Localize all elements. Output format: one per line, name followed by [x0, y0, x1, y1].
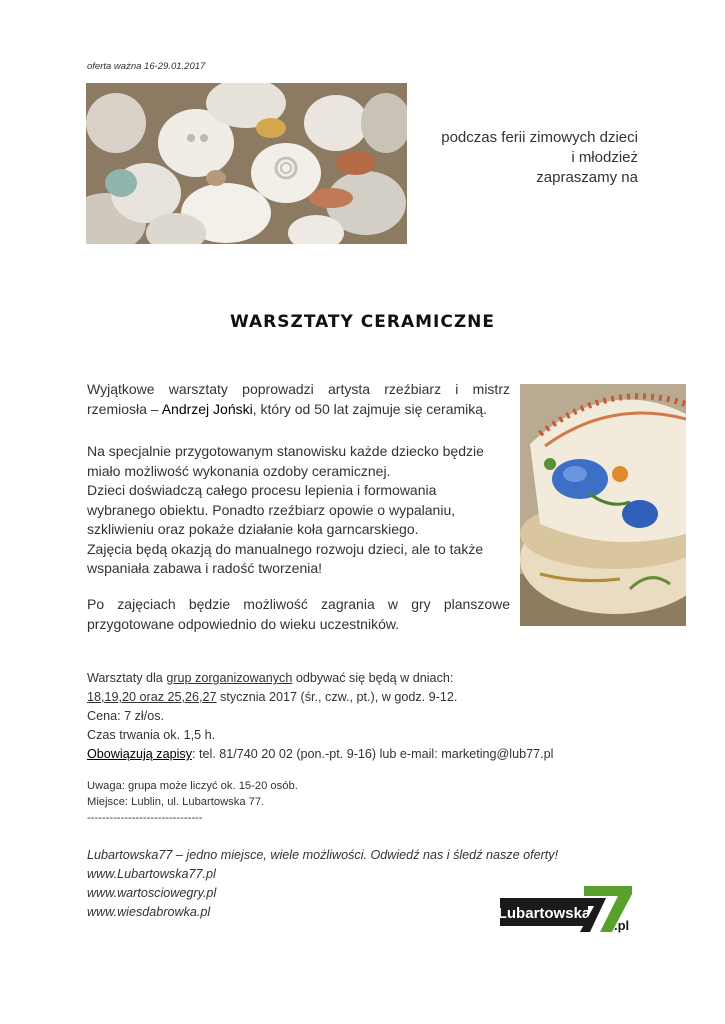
- intro-paragraph: [87, 380, 510, 419]
- group-size-note: Uwaga: grupa może liczyć ok. 15-20 osób.: [87, 780, 298, 792]
- offer-validity: oferta ważna 16-29.01.2017: [87, 61, 206, 72]
- games-line: Po zajęciach będzie możliwość zagrania w gry planszowe: [87, 596, 510, 612]
- organized-groups-text: grup zorganizowanych: [166, 671, 293, 685]
- schedule-text: odbywać się będą w dniach:: [292, 671, 454, 685]
- ceramic-figures-photo: [86, 83, 407, 244]
- registration-label: Obowiązują zapisy: [87, 747, 192, 761]
- divider: -------------------------------: [87, 812, 203, 824]
- description-line: Na specjalnie przygotowanym stanowisku każde dziecko będzie: [87, 443, 484, 459]
- description-paragraph: [87, 442, 510, 579]
- invitation-text: [420, 128, 638, 188]
- duration-text: Czas trwania ok. 1,5 h.: [87, 728, 216, 742]
- footer-link[interactable]: www.Lubartowska77.pl: [87, 867, 216, 881]
- intro-text: , który od 50 lat zajmuje się ceramiką.: [252, 400, 487, 417]
- ceramic-bowl-photo: [520, 384, 686, 626]
- games-paragraph: [87, 595, 510, 634]
- lubartowska77-logo: [500, 884, 632, 936]
- description-line: miało możliwość wykonania ozdoby ceramicznej.: [87, 462, 391, 479]
- description-line: szkliwieniu oraz pokaże działanie koła garncarskiego.: [87, 521, 419, 537]
- footer-link[interactable]: www.wartosciowegry.pl: [87, 886, 217, 900]
- games-line: przygotowane odpowiednio do wieku uczestników.: [87, 615, 400, 632]
- intro-line: [87, 400, 510, 420]
- registration-line: [87, 745, 647, 764]
- schedule-info: [87, 669, 647, 764]
- footer: [87, 846, 558, 922]
- schedule-text: Warsztaty dla: [87, 671, 167, 685]
- description-line: wspaniała zabawa i radość tworzenia!: [87, 560, 323, 576]
- invitation-line: podczas ferii zimowych dzieci: [441, 129, 638, 146]
- logo-suffix: .pl: [614, 918, 630, 933]
- intro-text: rzemiosła –: [87, 400, 162, 417]
- description-line: Dzieci doświadczą całego procesu lepienia i formowania: [87, 482, 437, 498]
- registration-contact: : tel. 81/740 20 02 (pon.-pt. 9-16) lub e-mail: marketing@lub77.pl: [192, 747, 554, 761]
- description-line: wybranego obiektu. Ponadto rzeźbiarz opowie o wypalaniu,: [87, 501, 456, 518]
- schedule-text: stycznia 2017 (śr., czw., pt.), w godz. 9-12.: [216, 690, 458, 704]
- author-name: Andrzej Joński: [161, 400, 253, 417]
- slogan: Lubartowska77 – jedno miejsce, wiele możliwości. Odwiedź nas i śledź nasze oferty!: [87, 848, 559, 862]
- notes-block: [87, 778, 298, 826]
- page-title: WARSZTATY CERAMICZNE: [230, 312, 495, 332]
- schedule-dates-line: [87, 688, 647, 707]
- description-line: Zajęcia będą okazją do manualnego rozwoju dzieci, ale to także: [87, 540, 484, 557]
- invitation-line: zapraszamy na: [536, 169, 638, 186]
- intro-line: Wyjątkowe warsztaty poprowadzi artysta rzeźbiarz i mistrz: [87, 381, 510, 397]
- place-note: Miejsce: Lublin, ul. Lubartowska 77.: [87, 796, 265, 808]
- footer-link[interactable]: www.wiesdabrowka.pl: [87, 905, 211, 919]
- workshop-dates: 18,19,20 oraz 25,26,27: [87, 690, 217, 704]
- price-text: Cena: 7 zł/os.: [87, 709, 165, 723]
- invitation-line: i młodzież: [571, 149, 638, 166]
- schedule-line: [87, 669, 647, 688]
- logo-name: Lubartowska: [500, 905, 591, 922]
